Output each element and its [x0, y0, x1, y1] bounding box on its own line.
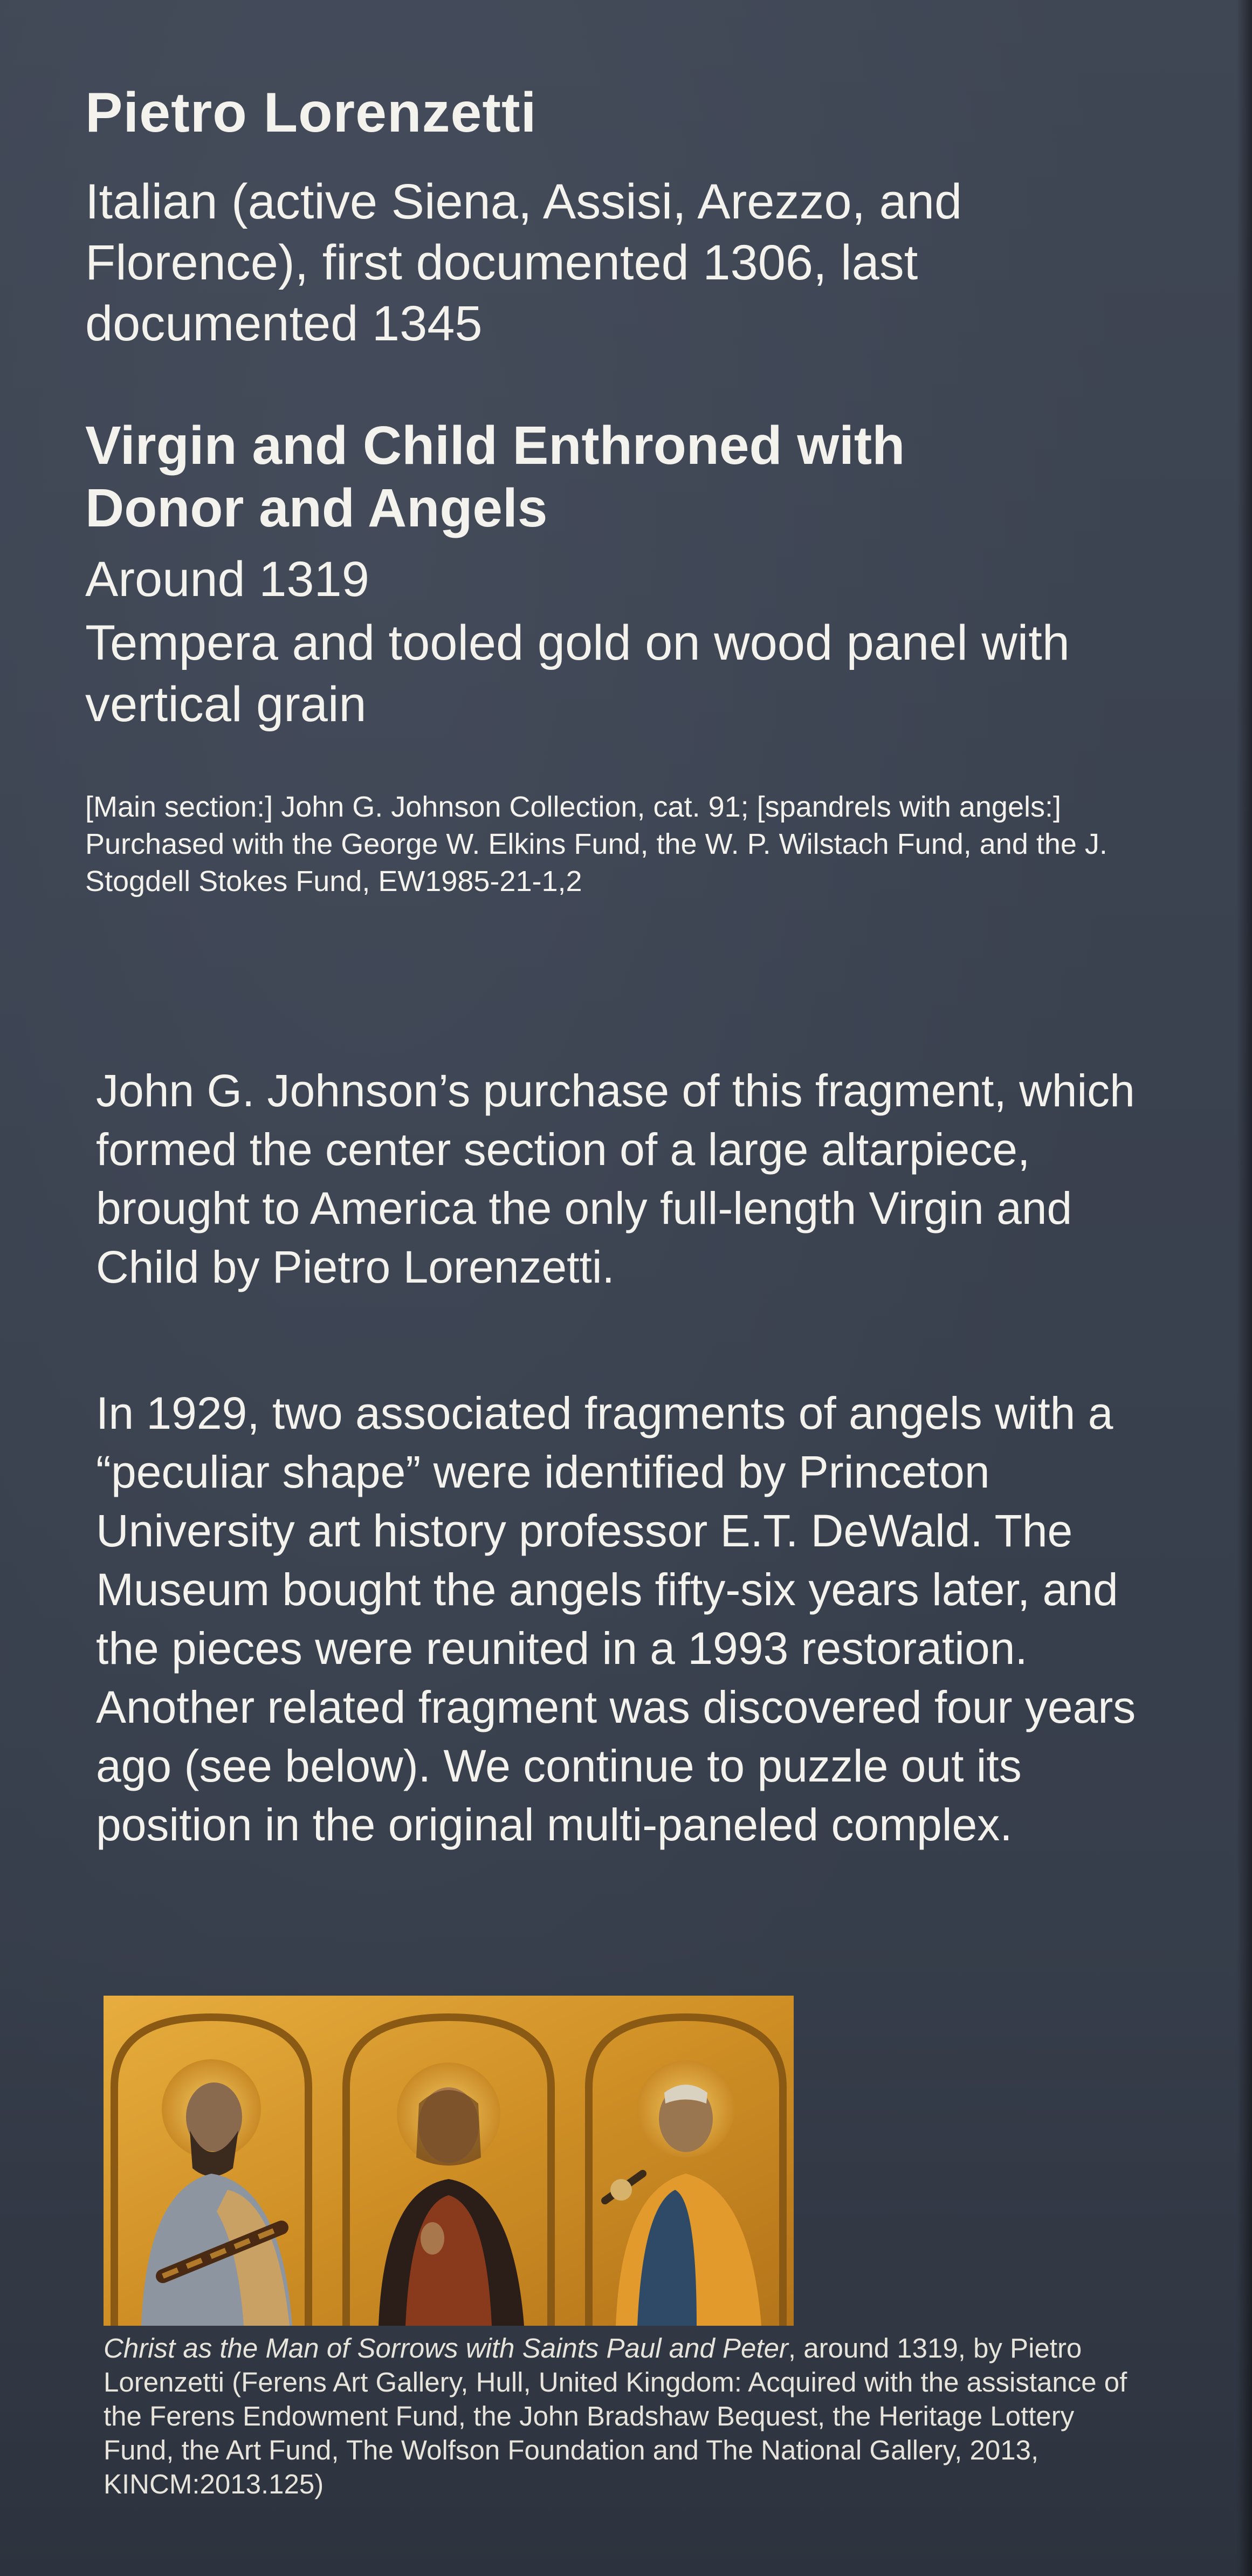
artist-nationality-dates: Italian (active Siena, Assisi, Arezzo, and Florence), first documented 1306, last documented 1345	[85, 174, 962, 351]
artwork-title: Virgin and Child Enthroned with Donor and Angels	[85, 415, 905, 538]
panel-edge-shadow	[1237, 0, 1252, 2576]
caption-details: , around 1319, by Pietro Lorenzetti (Ferens Art Gallery, Hull, United Kingdom: Acquired with the assistance of the Ferens Endowment Fund, the John Bradshaw Bequest, the Heritage Lottery Fund, the Art Fund, The Wolfson Foundation and The National Gallery, 2013, KINCM:2013.125)	[104, 2333, 1127, 2499]
painting-caption	[104, 2331, 1128, 2501]
description-paragraph: In 1929, two associated fragments of angels with a “peculiar shape” were identified by Princeton University art history professor E.T. DeWald. The Museum bought the angels fifty-six years later, and the pieces were reunited in a 1993 restoration. Another related fragment was discovered four years ago (see below). We continue to puzzle out its position in the original multi-paneled complex.	[96, 1388, 1136, 1850]
description-paragraph: John G. Johnson’s purchase of this fragment, which formed the center section of a large altarpiece, brought to America the only full-length Virgin and Child by Pietro Lorenzetti.	[96, 1065, 1135, 1292]
artwork-credit-line: [Main section:] John G. Johnson Collection, cat. 91; [spandrels with angels:] Purchased with the George W. Elkins Fund, the W. P. Wilstach Fund, and the J. Stogdell Stokes Fund, EW1985-21-1,2	[85, 791, 1107, 898]
caption-title: Christ as the Man of Sorrows with Saints Paul and Peter	[104, 2333, 788, 2363]
artwork-medium: Tempera and tooled gold on wood panel with vertical grain	[85, 615, 1070, 732]
related-painting-image	[104, 1996, 794, 2326]
painting-illustration	[104, 1996, 794, 2326]
artwork-date: Around 1319	[85, 552, 369, 607]
artist-name: Pietro Lorenzetti	[85, 81, 537, 144]
